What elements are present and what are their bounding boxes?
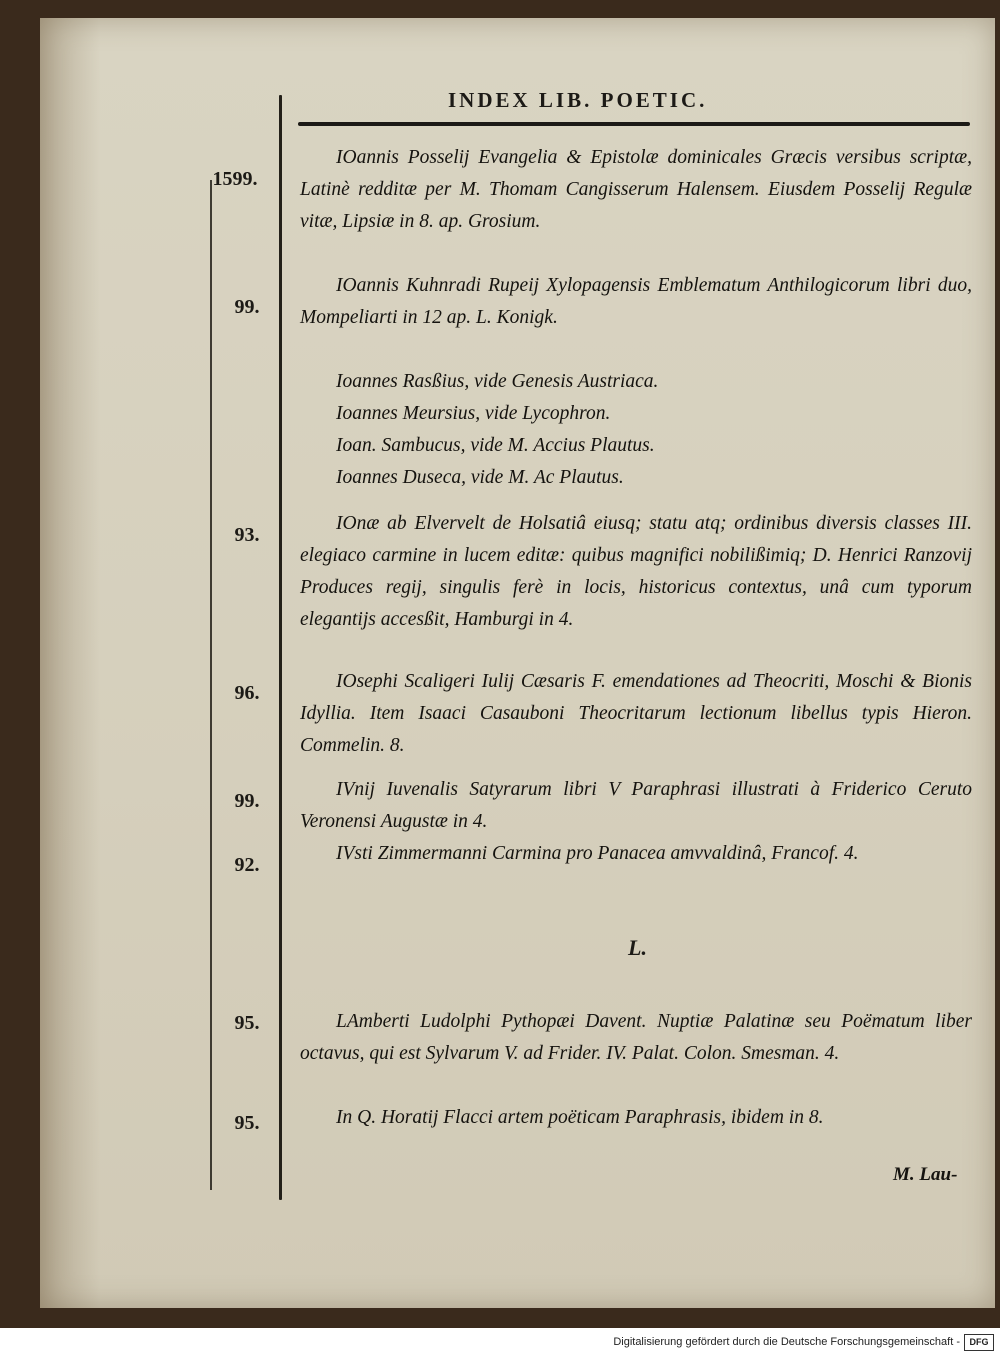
entry-scaliger: IOsephi Scaligeri Iulij Cæsaris F. emendationes ad Theocriti, Moschi & Bionis Idyllia. Item Isaaci Casauboni Theocritarum lectionum libellus typis Hieron. Commelin. 8. — [300, 671, 972, 756]
entry-meursius: Ioannes Meursius, vide Lycophron. — [336, 403, 611, 424]
entry-kuhnrad: IOannis Kuhnradi Rupeij Xylopagensis Emblematum Anthilogicorum libri duo, Mompeliarti in 12 ap. L. Konigk. — [300, 275, 972, 328]
header-rule — [298, 122, 970, 126]
year-marker: 93. — [234, 524, 260, 546]
entry-horace: In Q. Horatij Flacci artem poëticam Paraphrasis, ibidem in 8. — [336, 1107, 824, 1128]
dfg-logo-icon: DFG — [964, 1334, 994, 1351]
footer-credit: Digitalisierung gefördert durch die Deutsche Forschungsgemeinschaft - — [613, 1336, 960, 1348]
section-letter: L. — [628, 935, 647, 960]
year-marker: 96. — [234, 682, 260, 704]
year-marker: 92. — [234, 854, 260, 876]
catchword: M. Lau- — [893, 1164, 958, 1185]
year-marker: 99. — [234, 790, 260, 812]
entry-zimmermann: IVsti Zimmermanni Carmina pro Panacea amvvaldinâ, Francof. 4. — [336, 843, 859, 864]
year-marker: 1599. — [212, 168, 258, 190]
year-marker: 95. — [234, 1012, 260, 1034]
entry-sambucus: Ioan. Sambucus, vide M. Accius Plautus. — [336, 435, 655, 456]
footer-bar — [0, 1328, 1000, 1355]
entry-elvervelt: IOnæ ab Elvervelt de Holsatiâ eiusq; statu atq; ordinibus diversis classes III. elegiaco carmine in lucem editæ: quibus magnifici nobilißimiq; D. Henrici Ranzovij Produces regij, singulis ferè in locis, historicus contextus, unâ cum typorum elegantijs accesßit, Hamburgi in 4. — [300, 513, 972, 630]
year-marker: 95. — [234, 1112, 260, 1134]
running-head: INDEX LIB. POETIC. — [448, 88, 708, 112]
year-marker: 99. — [234, 296, 260, 318]
entry-rasius: Ioannes Rasßius, vide Genesis Austriaca. — [336, 371, 659, 392]
entry-juvenal: IVnij Iuvenalis Satyrarum libri V Paraphrasi illustrati à Friderico Ceruto Veronensi Augustæ in 4. — [300, 779, 972, 832]
entry-posselius: IOannis Posselij Evangelia & Epistolæ dominicales Græcis versibus scriptæ, Latinè redditæ per M. Thomam Cangisserum Halensem. Eiusdem Posselij Regulæ vitæ, Lipsiæ in 8. ap. Grosium. — [300, 147, 972, 232]
entry-duseca: Ioannes Duseca, vide M. Ac Plautus. — [336, 467, 624, 488]
entry-ludolph: LAmberti Ludolphi Pythopæi Davent. Nuptiæ Palatinæ seu Poëmatum liber octavus, qui est Sylvarum V. ad Frider. IV. Palat. Colon. Smesman. 4. — [300, 1011, 972, 1064]
